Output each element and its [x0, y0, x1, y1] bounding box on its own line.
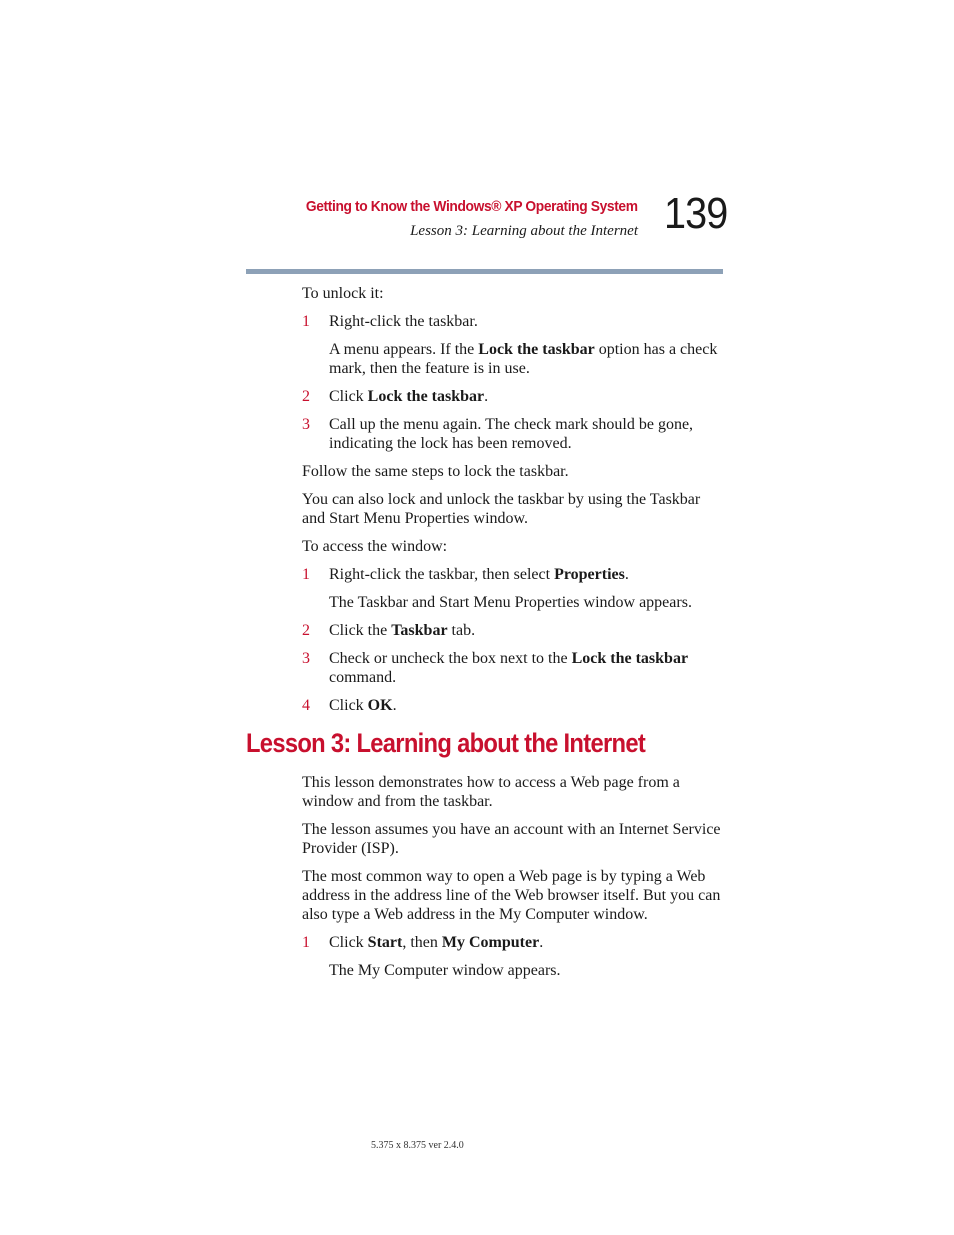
bold-term: Start	[367, 934, 403, 951]
bold-term: OK	[367, 697, 393, 714]
running-header-section: Lesson 3: Learning about the Internet	[410, 223, 638, 239]
unlock-step-2	[302, 387, 723, 406]
footer-version: 5.375 x 8.375 ver 2.4.0	[371, 1140, 464, 1151]
access-step-3	[302, 649, 723, 687]
text: .	[392, 697, 397, 714]
lesson-content	[302, 773, 723, 989]
bold-term: Properties	[554, 566, 625, 583]
text: tab.	[447, 622, 476, 639]
unlock-intro: To unlock it:	[302, 285, 384, 302]
text: .	[624, 566, 629, 583]
lesson-title: Lesson 3: Learning about the Internet	[246, 728, 646, 758]
step-text: Right-click the taskbar.	[329, 313, 478, 330]
lesson-para-1: This lesson demonstrates how to access a Web page from a window and from the taskbar.	[302, 774, 680, 810]
access-step-1	[302, 565, 723, 584]
step-number: 3	[302, 650, 310, 667]
running-header-chapter: Getting to Know the Windows® XP Operating System	[306, 198, 638, 215]
text: Click	[329, 388, 368, 405]
lesson-step-1-result: The My Computer window appears.	[329, 962, 561, 979]
step-number: 4	[302, 697, 310, 714]
text: Right-click the taskbar, then select	[329, 566, 555, 583]
step-number: 1	[302, 566, 310, 583]
bold-term: Lock the taskbar	[478, 341, 595, 358]
lesson-para-2: The lesson assumes you have an account with an Internet Service Provider (ISP).	[302, 821, 721, 857]
lesson-para-3: The most common way to open a Web page is by typing a Web address in the address line of the Web browser itself. But you can also type a Web address in the My Computer window.	[302, 868, 721, 923]
text: option has a check mark, then the feature is in use.	[329, 341, 718, 377]
unlock-step-1-result	[302, 340, 723, 378]
page-number: 139	[664, 189, 728, 238]
body-content	[302, 284, 723, 724]
unlock-step-1	[302, 312, 723, 331]
para-follow: Follow the same steps to lock the taskbar.	[302, 463, 569, 480]
step-number: 2	[302, 388, 310, 405]
text: command.	[329, 669, 397, 686]
text: A menu appears. If the	[329, 341, 479, 358]
bold-term: Lock the taskbar	[571, 650, 689, 667]
access-step-1-result: The Taskbar and Start Menu Properties window appears.	[329, 594, 692, 611]
text: Check or uncheck the box next to the	[329, 650, 572, 667]
bold-term: Lock the taskbar	[367, 388, 485, 405]
bold-term: My Computer	[441, 934, 540, 951]
header-rule	[246, 269, 723, 274]
unlock-step-3	[302, 415, 723, 453]
bold-term: Taskbar	[391, 622, 448, 639]
text: .	[539, 934, 544, 951]
step-number: 3	[302, 416, 310, 433]
lesson-step-1	[302, 933, 723, 952]
text: , then	[402, 934, 442, 951]
access-intro: To access the window:	[302, 538, 448, 555]
step-text: Call up the menu again. The check mark should be gone, indicating the lock has been removed.	[329, 416, 694, 452]
step-number: 1	[302, 313, 310, 330]
text: Click	[329, 934, 368, 951]
access-step-4	[302, 696, 723, 715]
text: .	[484, 388, 489, 405]
text: Click	[329, 697, 368, 714]
step-number: 1	[302, 934, 310, 951]
text: Click the	[329, 622, 392, 639]
step-number: 2	[302, 622, 310, 639]
para-also: You can also lock and unlock the taskbar by using the Taskbar and Start Menu Properties window.	[302, 491, 701, 527]
access-step-2	[302, 621, 723, 640]
